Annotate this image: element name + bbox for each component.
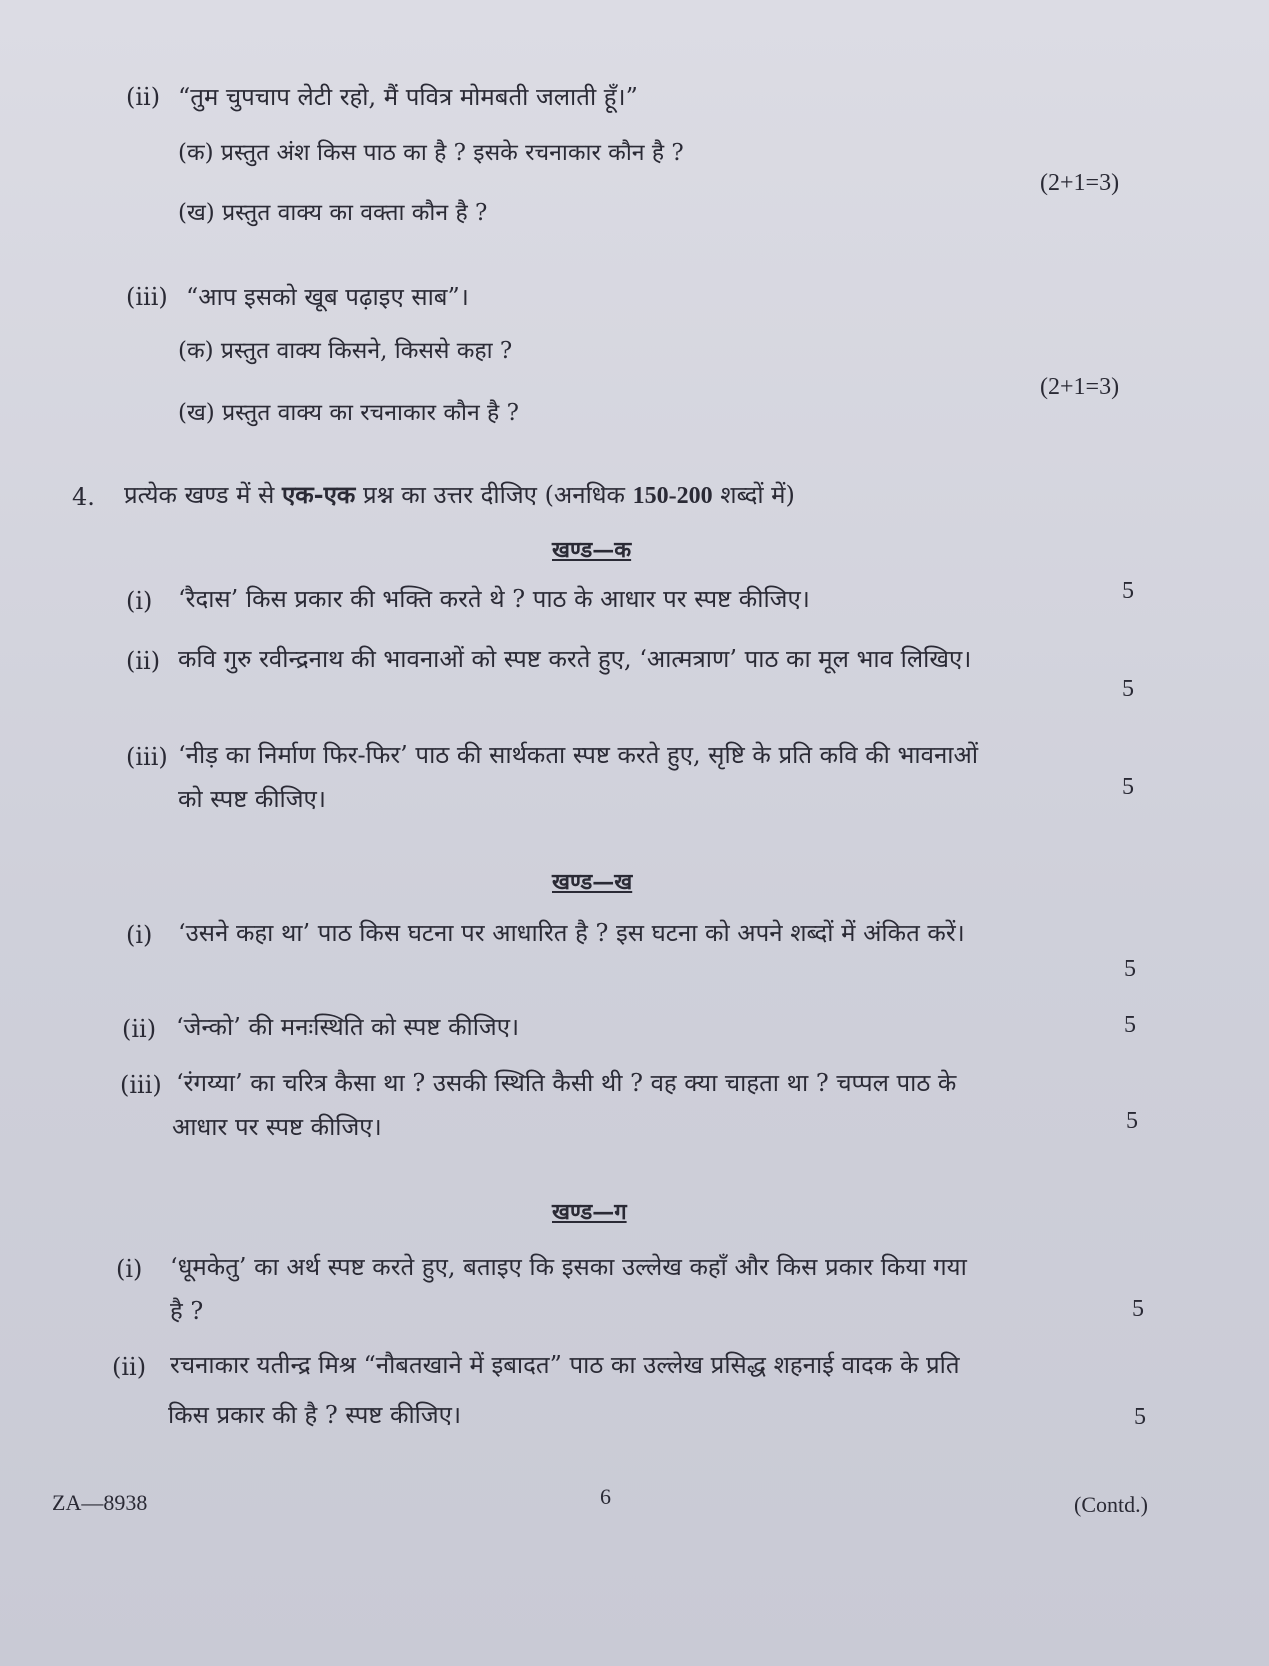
q3-iii-part-a: (क) प्रस्तुत वाक्य किसने, किससे कहा ? xyxy=(178,338,513,364)
ka-iii-marks: 5 xyxy=(1122,774,1134,800)
kha-ii-text: ‘जेन्को’ की मनःस्थिति को स्पष्ट कीजिए। xyxy=(176,1013,520,1041)
kha-ii-marks: 5 xyxy=(1124,1012,1136,1038)
kha-iii-text-line2: आधार पर स्पष्ट कीजिए। xyxy=(172,1113,382,1141)
kha-ii-number: (ii) xyxy=(122,1015,157,1043)
q3-ii-part-b: (ख) प्रस्तुत वाक्य का वक्ता कौन है ? xyxy=(178,200,488,226)
ga-ii-text-line2: किस प्रकार की है ? स्पष्ट कीजिए। xyxy=(168,1401,462,1429)
q3-ii-number: (ii) xyxy=(126,83,161,111)
ka-ii-marks: 5 xyxy=(1122,676,1134,702)
ga-i-number: (i) xyxy=(116,1255,143,1283)
ga-ii-text-line1: रचनाकार यतीन्द्र मिश्र “नौबतखाने में इबादत” पाठ का उल्लेख प्रसिद्ध शहनाई वादक के प्रति xyxy=(170,1351,960,1379)
paper-code: ZA—8938 xyxy=(52,1490,148,1515)
ga-ii-marks: 5 xyxy=(1134,1404,1146,1430)
kha-iii-text-line1: ‘रंगय्या’ का चरित्र कैसा था ? उसकी स्थिति कैसी थी ? वह क्या चाहता था ? चप्पल पाठ के xyxy=(176,1069,957,1097)
q3-iii-number: (iii) xyxy=(126,283,168,311)
ka-ii-text: कवि गुरु रवीन्द्रनाथ की भावनाओं को स्पष्ट करते हुए, ‘आत्मत्राण’ पाठ का मूल भाव लिखिए। xyxy=(178,645,972,673)
kha-i-number: (i) xyxy=(126,921,153,949)
q4-number: 4. xyxy=(72,483,95,511)
page-number: 6 xyxy=(600,1484,611,1509)
kha-i-text: ‘उसने कहा था’ पाठ किस घटना पर आधारित है ? इस घटना को अपने शब्दों में अंकित करें। xyxy=(178,919,965,947)
section-heading-kha: खण्ड—ख xyxy=(552,869,633,895)
continued-label: (Contd.) xyxy=(1074,1492,1148,1517)
ka-i-marks: 5 xyxy=(1122,578,1134,604)
ga-i-text-line1: ‘धूमकेतु’ का अर्थ स्पष्ट करते हुए, बताइए कि इसका उल्लेख कहाँ और किस प्रकार किया गया xyxy=(170,1253,967,1281)
q3-ii-quote: “तुम चुपचाप लेटी रहो, मैं पवित्र मोमबती जलाती हूँ।” xyxy=(178,83,638,111)
kha-iii-number: (iii) xyxy=(120,1071,162,1099)
kha-iii-marks: 5 xyxy=(1126,1108,1138,1134)
q3-iii-marks: (2+1=3) xyxy=(1040,374,1120,400)
ka-iii-text-line2: को स्पष्ट कीजिए। xyxy=(178,785,326,813)
q3-iii-quote: “आप इसको खूब पढ़ाइए साब”। xyxy=(186,283,469,311)
section-heading-ka: खण्ड—क xyxy=(552,537,632,563)
q3-ii-marks: (2+1=3) xyxy=(1040,170,1120,196)
q4-instruction: प्रत्येक खण्ड में से एक-एक प्रश्न का उत्तर दीजिए (अनधिक 150-200 शब्दों में) xyxy=(124,480,795,509)
ka-i-number: (i) xyxy=(126,587,153,615)
q3-ii-part-a: (क) प्रस्तुत अंश किस पाठ का है ? इसके रचनाकार कौन है ? xyxy=(178,140,684,166)
section-heading-ga: खण्ड—ग xyxy=(552,1199,627,1225)
ga-i-marks: 5 xyxy=(1132,1296,1144,1322)
ka-iii-number: (iii) xyxy=(126,743,168,771)
ga-i-text-line2: है ? xyxy=(170,1297,204,1325)
ka-iii-text-line1: ‘नीड़ का निर्माण फिर-फिर’ पाठ की सार्थकता स्पष्ट करते हुए, सृष्टि के प्रति कवि की भावनाओं xyxy=(178,741,979,769)
ga-ii-number: (ii) xyxy=(112,1353,147,1381)
kha-i-marks: 5 xyxy=(1124,956,1136,982)
ka-ii-number: (ii) xyxy=(126,647,161,675)
q3-iii-part-b: (ख) प्रस्तुत वाक्य का रचनाकार कौन है ? xyxy=(178,400,519,426)
ka-i-text: ‘रैदास’ किस प्रकार की भक्ति करते थे ? पाठ के आधार पर स्पष्ट कीजिए। xyxy=(178,585,810,613)
